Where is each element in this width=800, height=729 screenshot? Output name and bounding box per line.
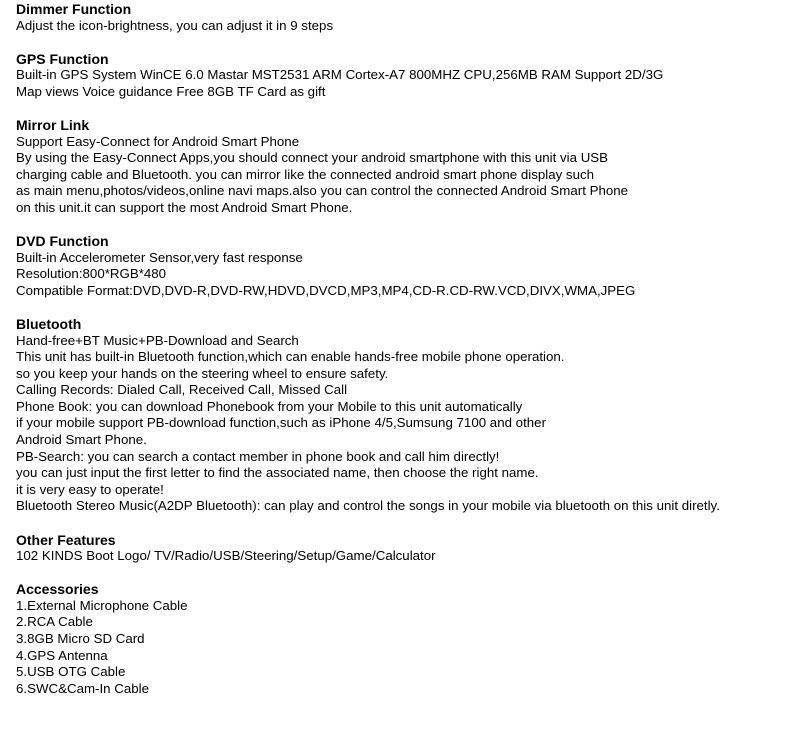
section-heading: Mirror Link — [16, 116, 90, 133]
section-line: charging cable and Bluetooth. you can mirror like the connected android smart phone display such — [16, 166, 595, 182]
section-line: on this unit.it can support the most Android Smart Phone. — [16, 199, 353, 215]
section-line: Hand-free+BT Music+PB-Download and Search — [16, 332, 299, 348]
section-line: Android Smart Phone. — [16, 432, 147, 448]
section-line: PB-Search: you can search a contact member in phone book and call him directly! — [16, 448, 500, 464]
section-other-features — [16, 532, 796, 565]
section-line: as main menu,photos/videos,online navi maps.also you can control the connected Android Smart Phone — [16, 183, 629, 199]
section-line: Bluetooth Stereo Music(A2DP Bluetooth): can play and control the songs in your mobile via bluetooth on this unit diretly. — [16, 498, 720, 514]
section-line: Calling Records: Dialed Call, Received Call, Missed Call — [16, 382, 348, 398]
section-dvd-function — [16, 233, 796, 299]
section-line: Built-in Accelerometer Sensor,very fast response — [16, 249, 303, 265]
section-line: 4.GPS Antenna — [16, 647, 108, 663]
section-line: Support Easy-Connect for Android Smart Phone — [16, 133, 300, 149]
section-line: if your mobile support PB-download function,such as iPhone 4/5,Sumsung 7100 and other — [16, 415, 546, 431]
section-dimmer-function — [16, 1, 796, 34]
section-bluetooth — [16, 316, 796, 515]
section-heading: DVD Function — [16, 233, 109, 250]
section-line: 5.USB OTG Cable — [16, 664, 126, 680]
section-line: Compatible Format:DVD,DVD-R,DVD-RW,HDVD,DVCD,MP3,MP4,CD-R.CD-RW.VCD,DIVX,WMA,JPEG — [16, 282, 636, 298]
section-heading: Accessories — [16, 581, 99, 598]
section-line: Map views Voice guidance Free 8GB TF Card as gift — [16, 83, 326, 99]
section-line: By using the Easy-Connect Apps,you should connect your android smartphone with this unit via USB — [16, 150, 609, 166]
section-line: 102 KINDS Boot Logo/ TV/Radio/USB/Steering/Setup/Game/Calculator — [16, 548, 436, 564]
section-accessories — [16, 581, 796, 697]
section-heading: Dimmer Function — [16, 1, 132, 17]
section-mirror-link — [16, 117, 796, 217]
section-line: you can just input the first letter to find the associated name, then choose the right name. — [16, 465, 539, 481]
section-line: Resolution:800*RGB*480 — [16, 266, 167, 282]
section-line: Phone Book: you can download Phonebook from your Mobile to this unit automatically — [16, 398, 523, 414]
section-line: 2.RCA Cable — [16, 614, 93, 630]
spec-document — [16, 1, 796, 697]
section-line: so you keep your hands on the steering wheel to ensure safety. — [16, 365, 389, 381]
section-line: it is very easy to operate! — [16, 481, 164, 497]
section-heading: GPS Function — [16, 50, 109, 67]
section-line: Built-in GPS System WinCE 6.0 Mastar MST2531 ARM Cortex-A7 800MHZ CPU,256MB RAM Support 2D/3G — [16, 67, 664, 83]
section-line: Adjust the icon-brightness, you can adjust it in 9 steps — [16, 17, 334, 33]
section-heading: Bluetooth — [16, 315, 82, 332]
section-line: 6.SWC&Cam-In Cable — [16, 680, 150, 696]
section-heading: Other Features — [16, 531, 116, 548]
section-line: 1.External Microphone Cable — [16, 597, 188, 613]
section-line: 3.8GB Micro SD Card — [16, 631, 145, 646]
section-gps-function — [16, 51, 796, 101]
section-line: This unit has built-in Bluetooth function,which can enable hands-free mobile phone operation. — [16, 349, 565, 365]
